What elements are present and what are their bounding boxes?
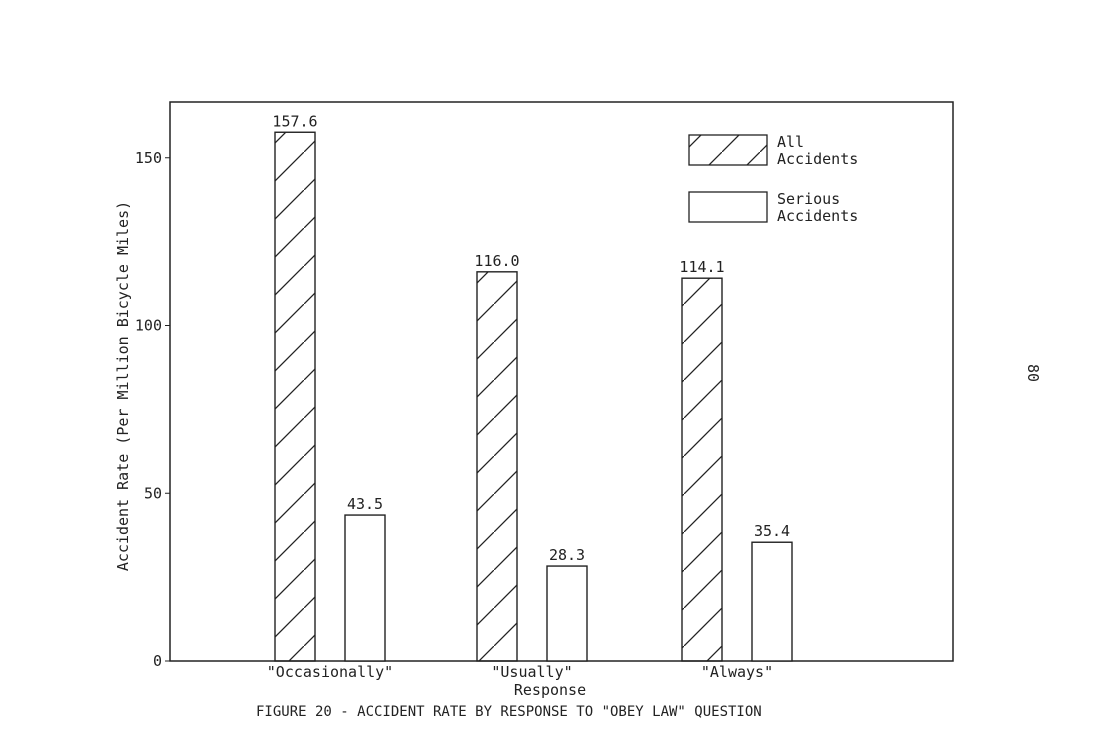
x-category-label: "Usually" (491, 663, 573, 681)
legend-swatch-serious-accidents (689, 192, 767, 222)
y-tick-label: 150 (134, 148, 162, 167)
x-category-label: "Always" (700, 663, 774, 681)
bar-serious-accidents (345, 515, 385, 661)
bar-value-label: 43.5 (346, 495, 384, 514)
y-tick-label: 0 (152, 652, 162, 670)
legend-label: Accidents (777, 207, 859, 225)
page-number: 80 (1024, 363, 1043, 383)
bar-value-label: 35.4 (753, 522, 791, 541)
legend-label: Serious (777, 190, 841, 208)
bar-all-accidents (682, 278, 722, 661)
bar-value-label: 114.1 (679, 258, 725, 277)
bar-all-accidents (275, 132, 315, 661)
legend-swatch-all-accidents (689, 135, 767, 165)
x-axis-label: Response (513, 681, 587, 699)
bar-serious-accidents (547, 566, 587, 661)
legend-label: All (777, 133, 805, 151)
bar-value-label: 28.3 (548, 546, 586, 565)
bar-value-label: 157.6 (272, 112, 318, 131)
legend-label: Accidents (777, 150, 859, 168)
y-tick-label: 50 (143, 484, 162, 503)
figure-caption: FIGURE 20 - ACCIDENT RATE BY RESPONSE TO "OBEY LAW" QUESTION (256, 704, 762, 720)
y-tick-label: 100 (134, 316, 162, 335)
bar-all-accidents (477, 272, 517, 661)
y-axis-label: Accident Rate (Per Million Bicycle Miles) (114, 200, 132, 572)
bar-serious-accidents (752, 542, 792, 661)
x-category-label: "Occasionally" (266, 663, 394, 681)
bar-value-label: 116.0 (474, 251, 520, 270)
